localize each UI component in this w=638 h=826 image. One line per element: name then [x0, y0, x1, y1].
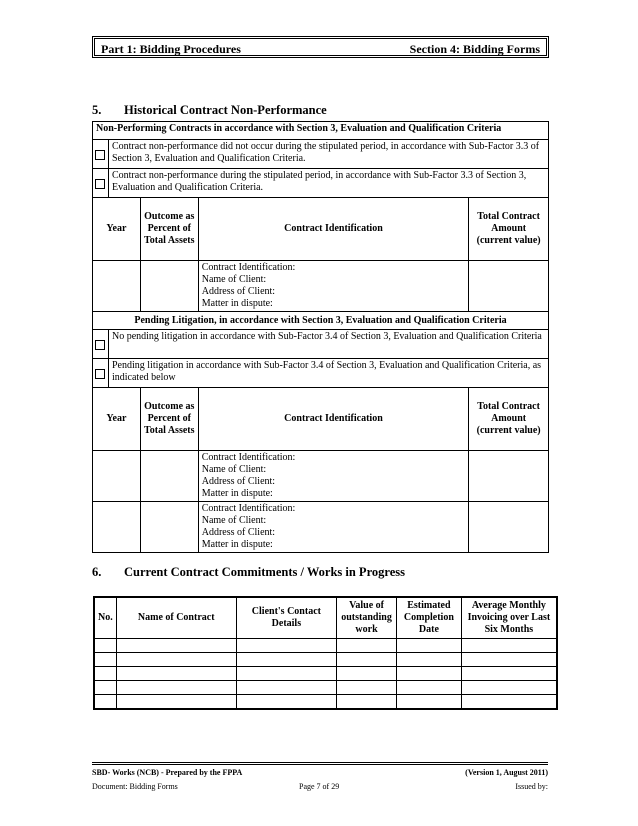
nonperformance-table	[92, 121, 549, 553]
cell[interactable]	[397, 695, 462, 710]
id-line: Matter in dispute:	[201, 488, 273, 499]
entry-total[interactable]	[469, 261, 549, 312]
entry-contract-id[interactable]	[198, 502, 468, 553]
nonperf-heading: Non-Performing Contracts in accordance with Section 3, Evaluation and Qualification Criteria	[93, 122, 549, 140]
col-contract-id: Contract Identification	[198, 388, 468, 451]
commitments-table	[93, 596, 558, 710]
col-outcome: Outcome as Percent of Total Assets	[140, 388, 198, 451]
page-header	[92, 36, 549, 58]
entry-contract-id[interactable]	[198, 451, 468, 502]
cell[interactable]	[94, 639, 116, 653]
cell[interactable]	[397, 653, 462, 667]
cell[interactable]	[461, 653, 557, 667]
id-line: Name of Client:	[201, 464, 267, 475]
col-total-amount: Total Contract Amount (current value)	[469, 198, 549, 261]
footer-rule	[92, 762, 548, 765]
nonperf-opt2-text: Contract non-performance during the stipulated period, in accordance with Sub-Factor 3.3 of Section 3, Evaluation and Qualification Criteria.	[108, 169, 548, 198]
entry-year[interactable]	[93, 502, 141, 553]
table-row	[94, 653, 557, 667]
entry-outcome[interactable]	[140, 502, 198, 553]
cell[interactable]	[236, 653, 336, 667]
cell[interactable]	[461, 695, 557, 710]
id-line: Address of Client:	[201, 527, 276, 538]
cell[interactable]	[236, 639, 336, 653]
cell[interactable]	[236, 681, 336, 695]
col-total-amount: Total Contract Amount (current value)	[469, 388, 549, 451]
entry-outcome[interactable]	[140, 451, 198, 502]
id-line: Name of Client:	[201, 274, 267, 285]
entry-year[interactable]	[93, 261, 141, 312]
litig-opt1-text: No pending litigation in accordance with Sub-Factor 3.4 of Section 3, Evaluation and Qualification Criteria	[108, 330, 548, 359]
col-year: Year	[93, 198, 141, 261]
id-line: Contract Identification:	[201, 503, 296, 514]
litig-opt2-text: Pending litigation in accordance with Sub-Factor 3.4 of Section 3, Evaluation and Qualification Criteria, as indicated below	[108, 359, 548, 388]
litig-opt1-checkbox[interactable]	[95, 340, 105, 350]
nonperf-opt1-text: Contract non-performance did not occur during the stipulated period, in accordance with Sub-Factor 3.3 of Section 3, Evaluation and Qualification Criteria.	[108, 140, 548, 169]
cell[interactable]	[116, 667, 236, 681]
nonperf-opt1-checkbox[interactable]	[95, 150, 105, 160]
cell[interactable]	[94, 667, 116, 681]
cell[interactable]	[337, 681, 397, 695]
litig-opt2-checkbox[interactable]	[95, 369, 105, 379]
col-outcome: Outcome as Percent of Total Assets	[140, 198, 198, 261]
table-row	[94, 667, 557, 681]
cell[interactable]	[337, 653, 397, 667]
cell[interactable]	[461, 639, 557, 653]
cell[interactable]	[116, 695, 236, 710]
table-row	[94, 695, 557, 710]
col-outstanding-value: Value of outstanding work	[337, 597, 397, 639]
cell[interactable]	[94, 653, 116, 667]
footer-version: (Version 1, August 2011)	[465, 768, 548, 777]
cell[interactable]	[94, 681, 116, 695]
litigation-heading: Pending Litigation, in accordance with Section 3, Evaluation and Qualification Criteria	[93, 312, 549, 330]
section6-title: Current Contract Commitments / Works in Progress	[124, 565, 405, 579]
cell[interactable]	[461, 681, 557, 695]
id-line: Matter in dispute:	[201, 539, 273, 550]
entry-outcome[interactable]	[140, 261, 198, 312]
col-contract-name: Name of Contract	[116, 597, 236, 639]
section5-title: Historical Contract Non-Performance	[124, 103, 327, 117]
cell[interactable]	[461, 667, 557, 681]
cell[interactable]	[337, 639, 397, 653]
entry-total[interactable]	[469, 451, 549, 502]
header-part: Part 1: Bidding Procedures	[101, 42, 241, 56]
col-monthly-invoicing: Average Monthly Invoicing over Last Six Months	[461, 597, 557, 639]
footer-document: Document: Bidding Forms	[92, 782, 178, 791]
cell[interactable]	[397, 639, 462, 653]
footer-issued-by: Issued by:	[515, 782, 548, 791]
header-section: Section 4: Bidding Forms	[409, 42, 540, 56]
cell[interactable]	[397, 681, 462, 695]
table-row	[94, 681, 557, 695]
id-line: Contract Identification:	[201, 452, 296, 463]
id-line: Contract Identification:	[201, 262, 296, 273]
cell[interactable]	[236, 667, 336, 681]
col-contract-id: Contract Identification	[198, 198, 468, 261]
col-completion-date: Estimated Completion Date	[397, 597, 462, 639]
table-row	[94, 639, 557, 653]
cell[interactable]	[94, 695, 116, 710]
cell[interactable]	[116, 653, 236, 667]
section6-number: 6.	[92, 565, 102, 579]
entry-contract-id[interactable]	[198, 261, 468, 312]
cell[interactable]	[397, 667, 462, 681]
id-line: Matter in dispute:	[201, 298, 273, 309]
footer-page-number: Page 7 of 29	[299, 782, 340, 791]
id-line: Address of Client:	[201, 286, 276, 297]
entry-total[interactable]	[469, 502, 549, 553]
entry-year[interactable]	[93, 451, 141, 502]
cell[interactable]	[337, 667, 397, 681]
id-line: Name of Client:	[201, 515, 267, 526]
section5-number: 5.	[92, 103, 102, 117]
cell[interactable]	[116, 639, 236, 653]
col-no: No.	[94, 597, 116, 639]
col-year: Year	[93, 388, 141, 451]
col-client-contact: Client's Contact Details	[236, 597, 336, 639]
cell[interactable]	[337, 695, 397, 710]
nonperf-opt2-checkbox[interactable]	[95, 179, 105, 189]
cell[interactable]	[116, 681, 236, 695]
footer-prepared-by: SBD- Works (NCB) - Prepared by the FPPA	[92, 768, 243, 777]
cell[interactable]	[236, 695, 336, 710]
id-line: Address of Client:	[201, 476, 276, 487]
